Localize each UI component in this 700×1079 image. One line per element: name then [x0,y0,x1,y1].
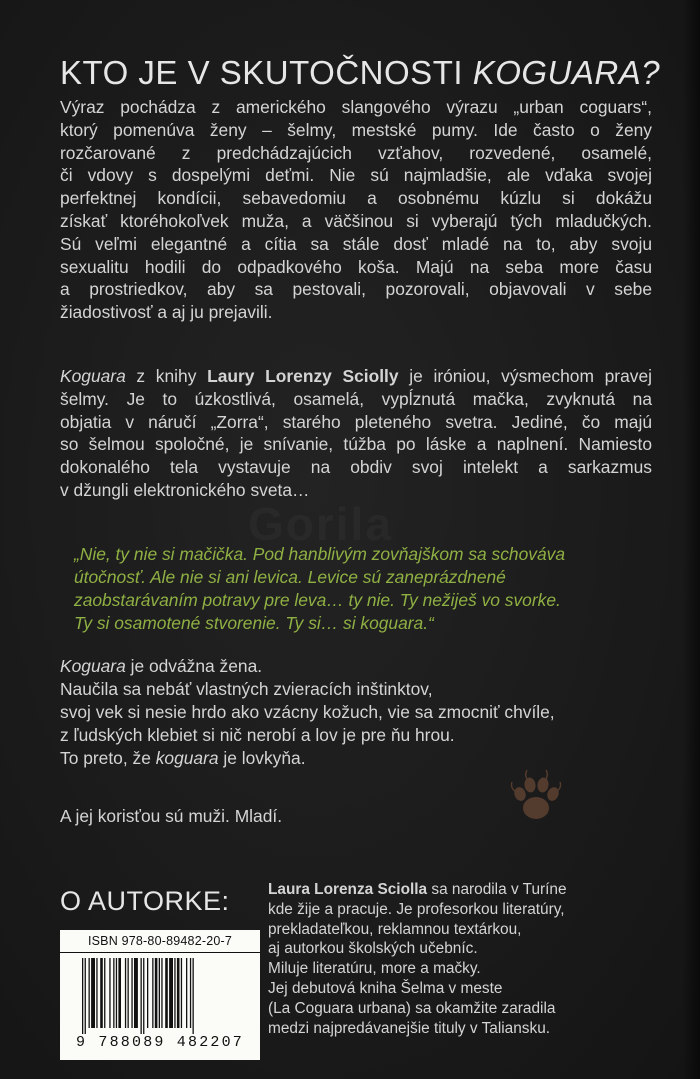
barcode-bar [96,958,97,1028]
barcode-bar [169,958,173,1028]
intro-line: či vdovy s dospelými deťmi. Nie sú najmladšie, ale vďaka svojej [60,165,652,186]
barcode-bar [161,958,162,1028]
verse-line [60,655,660,678]
verse-line: svoj vek si nesie hrdo ako vzácny kožuch, vie sa zmocniť chvíle, [60,702,555,722]
closing-line: A jej korisťou sú muži. Mladí. [60,806,283,826]
quote-line: útočnosť. Ale nie si ani levica. Levice sú zaneprázdnené [74,567,506,587]
barcode-bar [85,958,86,1034]
koguara-verse [60,655,660,770]
about-line: aj autorkou školských učebníc. [268,940,478,958]
verse-line: z ľudských klebiet si nič nerobí a lov je pre ňu hrou. [60,725,455,745]
intro-line: rozčarované z predchádzajúcich vzťahov, rozvedené, osamelé, [60,142,652,163]
description-text: je iróniou, výsmechom pravej [398,366,652,386]
barcode-bar [134,958,138,1028]
verse-emphasis: koguara [155,748,219,768]
barcode-bar [174,958,175,1028]
barcode-bar [104,958,105,1028]
barcode-bar [181,958,182,1028]
author-full-name: Laura Lorenza Sciolla [268,881,428,898]
description-line: so šelmou spoločné, je snívanie, túžba po láske a naplnení. Namiesto [60,434,652,455]
barcode-bar [193,958,194,1034]
intro-line: ktorý pomenúva ženy – šelmy, mestské pumy. Ide často o ženy [60,119,652,140]
barcode-bar [89,958,90,1028]
isbn-divider [60,952,260,953]
verse-text: je lovkyňa. [218,748,306,768]
description-line [60,365,652,388]
verse-line [60,747,660,770]
description-line: v džungli elektronického sveta… [60,479,310,500]
barcode-bar [131,958,132,1028]
isbn-label: ISBN 978-80-89482-20-7 [87,934,233,948]
about-author-text [268,880,658,1038]
about-line: kde žije a pracuje. Je profesorkou literatúry, [268,900,565,918]
green-quote [74,543,646,635]
title-main: KTO JE V SKUTOČNOSTI [60,54,473,91]
barcode-bars [80,958,240,1034]
spine-shadow [682,0,700,1079]
barcode-bar [177,958,180,1028]
verse-text: je odvážna žena. [125,656,263,676]
barcode-bar [118,958,121,1028]
barcode-bar [109,958,110,1028]
book-description-paragraph [60,365,652,502]
barcode-digits: 9 788089 482207 [75,1034,245,1051]
about-line: prekladateľkou, reklamnou textárkou, [268,920,522,938]
about-line: (La Coguara urbana) sa okamžite zaradila [268,999,556,1017]
intro-paragraph [60,96,652,324]
barcode-bar [165,958,168,1028]
isbn-barcode [60,930,260,1060]
about-line: Jej debutová kniha Šelma v meste [268,979,503,997]
quote-line: zaobstarávaním potravy pre leva… ty nie. Ty nežiješ vo svorke. [74,590,561,610]
intro-line: perfektnej kondícii, sebavedomiu a osobnému kúzlu si dokážu [60,188,652,209]
description-line: objatia v náručí „Zorra“, starého pleteného svetra. Jediné, čo majú [60,411,652,432]
barcode-bar [159,958,160,1028]
title-emphasis: KOGUARA? [472,54,661,91]
barcode-bar [155,958,158,1028]
verse-line: Naučila sa nebáť vlastných zvieracích inštinktov, [60,679,433,699]
paw-print-icon [506,768,566,828]
about-line: medzi najpredávanejšie tituly v Taliansku. [268,1019,551,1037]
barcode-bar [147,958,148,1028]
intro-line: Výraz pochádza z amerického slangového výrazu „urban coguars“, [60,97,652,117]
barcode-bar [125,958,126,1028]
intro-line: žiadostivosť a aj ju prejavili. [60,302,273,323]
barcode-bar [91,958,95,1028]
barcode-bar [141,958,142,1034]
about-author-heading: O AUTORKE: [60,886,230,916]
intro-line: Sú veľmi elegantné a cítia sa stále dosť mladé na to, aby svoju [60,233,652,254]
book-title-emphasis: Koguara [60,366,126,386]
barcode-bar [190,958,191,1028]
author-name: Laury Lorenzy Sciolly [207,366,399,386]
intro-line: a prostriedkov, aby sa pestovali, pozorovali, objavovali v sebe [60,279,652,300]
description-text: z knihy [125,366,208,386]
description-line: šelmy. Je to úzkostlivá, osamelá, vypĺznutá mačka, zvyknutá na [60,388,652,409]
about-line: Miluje literatúru, more a mačky. [268,960,481,978]
barcode-bar [128,958,129,1028]
barcode-bar [116,958,117,1028]
barcode-bar [152,958,153,1028]
barcode-bar [100,958,103,1028]
quote-line: Ty si osamotené stvorenie. Ty si… si koguara.“ [74,613,434,633]
barcode-bar [113,958,114,1028]
verse-text: To preto, že [60,748,156,768]
quote-line: „Nie, ty nie si mačička. Pod hanblivým zovňajškom sa schováva [74,544,565,564]
intro-line: sexualitu hodili do odpadkového koša. Majú na seba more času [60,256,652,277]
about-text-span: sa narodila v Turíne [427,881,567,898]
barcode-bar [82,958,83,1034]
barcode-bar [186,958,187,1028]
about-line [268,880,658,900]
page-title [60,54,660,92]
intro-line: získať ktoréhokoľvek muža, a väčšinou si vyberajú tých mladučkých. [60,210,652,231]
verse-emphasis: Koguara [60,656,126,676]
description-line: dokonalého tela vystavuje na obdiv svoj intelekt a sarkazmus [60,457,652,478]
barcode-bar [143,958,144,1034]
